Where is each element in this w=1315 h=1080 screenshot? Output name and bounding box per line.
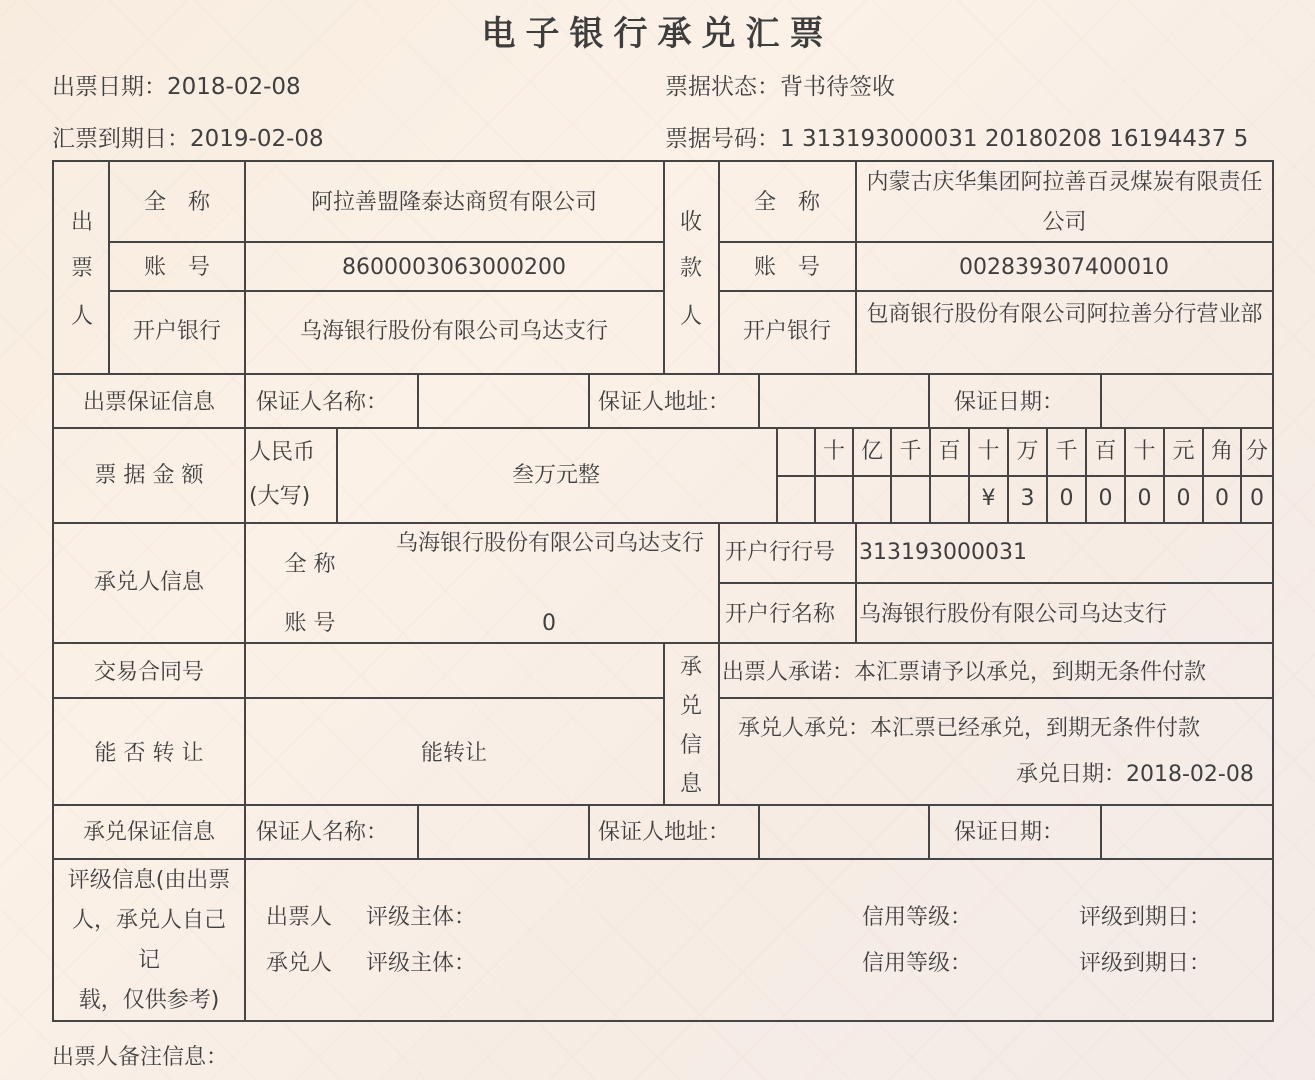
drawer-bank-label: 开户银行 — [132, 319, 222, 344]
acceptor-promise: 承兑人承兑：本汇票已经承兑，到期无条件付款 — [738, 716, 1201, 741]
amount-unit-label: 千 — [1055, 439, 1078, 464]
amount-digit: 0 — [1137, 486, 1152, 511]
drawer-full-name-label: 全 称 — [143, 190, 211, 215]
rating-drawer-label: 出票人 — [266, 905, 333, 930]
currency-label-uppercase: (大写) — [249, 484, 311, 509]
acceptance-label-char: 承 — [679, 655, 703, 680]
rating-label-line: 载，仅供参考) — [78, 988, 220, 1013]
rating-label-line: 记 — [137, 948, 161, 973]
drawer-account-label: 账 号 — [143, 255, 211, 280]
acceptor-bank-no-label: 开户行行号 — [725, 540, 836, 565]
acceptor-account: 0 — [542, 611, 556, 636]
rating-label-line: 人，承兑人自己 — [71, 908, 227, 933]
drawer-label-char: 出 — [70, 210, 94, 235]
amount-in-words: 叁万元整 — [511, 463, 601, 488]
payee-account: 002839307400010 — [959, 255, 1169, 280]
acceptor-info-label: 承兑人信息 — [93, 570, 205, 595]
drawer-bank: 乌海银行股份有限公司乌达支行 — [299, 319, 609, 344]
issue-guarantee-date-label: 保证日期： — [954, 390, 1065, 415]
amount-label: 票 据 金 额 — [94, 463, 204, 488]
rating-acceptor-credit-label: 信用等级： — [862, 951, 973, 976]
payee-full-name: 内蒙古庆华集团阿拉善百灵煤炭有限责任公司 — [866, 170, 1263, 235]
acceptor-full-name: 乌海银行股份有限公司乌达支行 — [395, 531, 704, 556]
accept-guarantor-address-label: 保证人地址： — [598, 820, 731, 845]
amount-unit-label: 百 — [938, 439, 961, 464]
acceptor-bank-name: 乌海银行股份有限公司乌达支行 — [859, 602, 1168, 627]
payee-account-label: 账 号 — [753, 255, 821, 280]
amount-digit: 0 — [1098, 486, 1113, 511]
amount-digit: 0 — [1215, 486, 1229, 511]
issue-guarantee-label: 出票保证信息 — [82, 390, 216, 415]
drawer-label-char: 票 — [70, 256, 94, 281]
drawer-full-name: 阿拉善盟隆泰达商贸有限公司 — [310, 190, 598, 215]
page-title: 电子银行承兑汇票 — [481, 14, 834, 54]
accept-guarantee-label: 承兑保证信息 — [82, 820, 216, 845]
drawer-account: 8600003063000200 — [342, 255, 566, 280]
amount-digit: 0 — [1059, 486, 1074, 511]
rating-drawer-subject-label: 评级主体： — [366, 905, 477, 930]
currency-label: 人民币 — [249, 440, 316, 465]
drawer-promise: 出票人承诺：本汇票请予以承兑，到期无条件付款 — [722, 660, 1207, 685]
transfer-value: 能转让 — [420, 741, 488, 766]
amount-unit-label: 亿 — [860, 439, 884, 464]
payee-label-char: 人 — [679, 304, 703, 329]
rating-label-line: 评级信息(由出票 — [67, 868, 231, 893]
amount-unit-label: 分 — [1245, 439, 1269, 464]
rating-acceptor-label: 承兑人 — [266, 951, 333, 976]
acceptor-bank-no: 313193000031 — [859, 540, 1027, 565]
acceptor-bank-name-label: 开户行名称 — [725, 602, 836, 627]
accept-guarantor-name-label: 保证人名称： — [256, 820, 389, 845]
issue-guarantor-address-label: 保证人地址： — [598, 390, 731, 415]
acceptance-label-char: 兑 — [679, 694, 703, 719]
acceptor-account-label: 账 号 — [284, 611, 336, 636]
transfer-label: 能 否 转 让 — [94, 741, 204, 766]
amount-digit: 0 — [1250, 486, 1264, 511]
payee-full-name-label: 全 称 — [753, 190, 821, 215]
contract-no-label: 交易合同号 — [93, 660, 205, 685]
accept-date: 承兑日期：2018-02-08 — [1016, 762, 1254, 787]
payee-label-char: 款 — [679, 256, 703, 281]
amount-unit-label: 百 — [1094, 439, 1117, 464]
acceptance-label-char: 信 — [679, 733, 703, 758]
amount-unit-label: 十 — [822, 439, 846, 464]
rating-acceptor-expiry-label: 评级到期日： — [1079, 951, 1212, 976]
acceptance-label-char: 息 — [679, 772, 703, 797]
payee-bank: 包商银行股份有限公司阿拉善分行营业部 — [866, 302, 1263, 327]
amount-unit-label: 千 — [899, 439, 922, 464]
amount-unit-label: 十 — [1133, 439, 1156, 464]
issue-guarantor-name-label: 保证人名称： — [256, 390, 389, 415]
drawer-label-char: 人 — [70, 304, 94, 329]
payee-label-char: 收 — [679, 210, 703, 235]
acceptor-full-name-label: 全 称 — [284, 552, 336, 577]
amount-unit-label: 十 — [977, 439, 1000, 464]
payee-bank-label: 开户银行 — [742, 319, 832, 344]
drawer-remark-label: 出票人备注信息： — [52, 1045, 229, 1070]
amount-unit-label: 万 — [1016, 439, 1039, 464]
due-date: 汇票到期日：2019-02-08 — [52, 126, 324, 152]
amount-unit-label: 角 — [1210, 439, 1234, 464]
rating-acceptor-subject-label: 评级主体： — [366, 951, 477, 976]
bill-status: 票据状态：背书待签收 — [665, 74, 895, 100]
amount-digit: 0 — [1176, 486, 1191, 511]
accept-guarantee-date-label: 保证日期： — [954, 820, 1065, 845]
amount-digit: ¥ — [981, 486, 996, 511]
rating-drawer-credit-label: 信用等级： — [862, 905, 973, 930]
amount-unit-label: 元 — [1172, 439, 1195, 464]
rating-drawer-expiry-label: 评级到期日： — [1079, 905, 1212, 930]
issue-date: 出票日期：2018-02-08 — [52, 74, 301, 100]
amount-digit: 3 — [1020, 486, 1035, 511]
bill-number: 票据号码：1 313193000031 20180208 16194437 5 — [665, 126, 1249, 152]
